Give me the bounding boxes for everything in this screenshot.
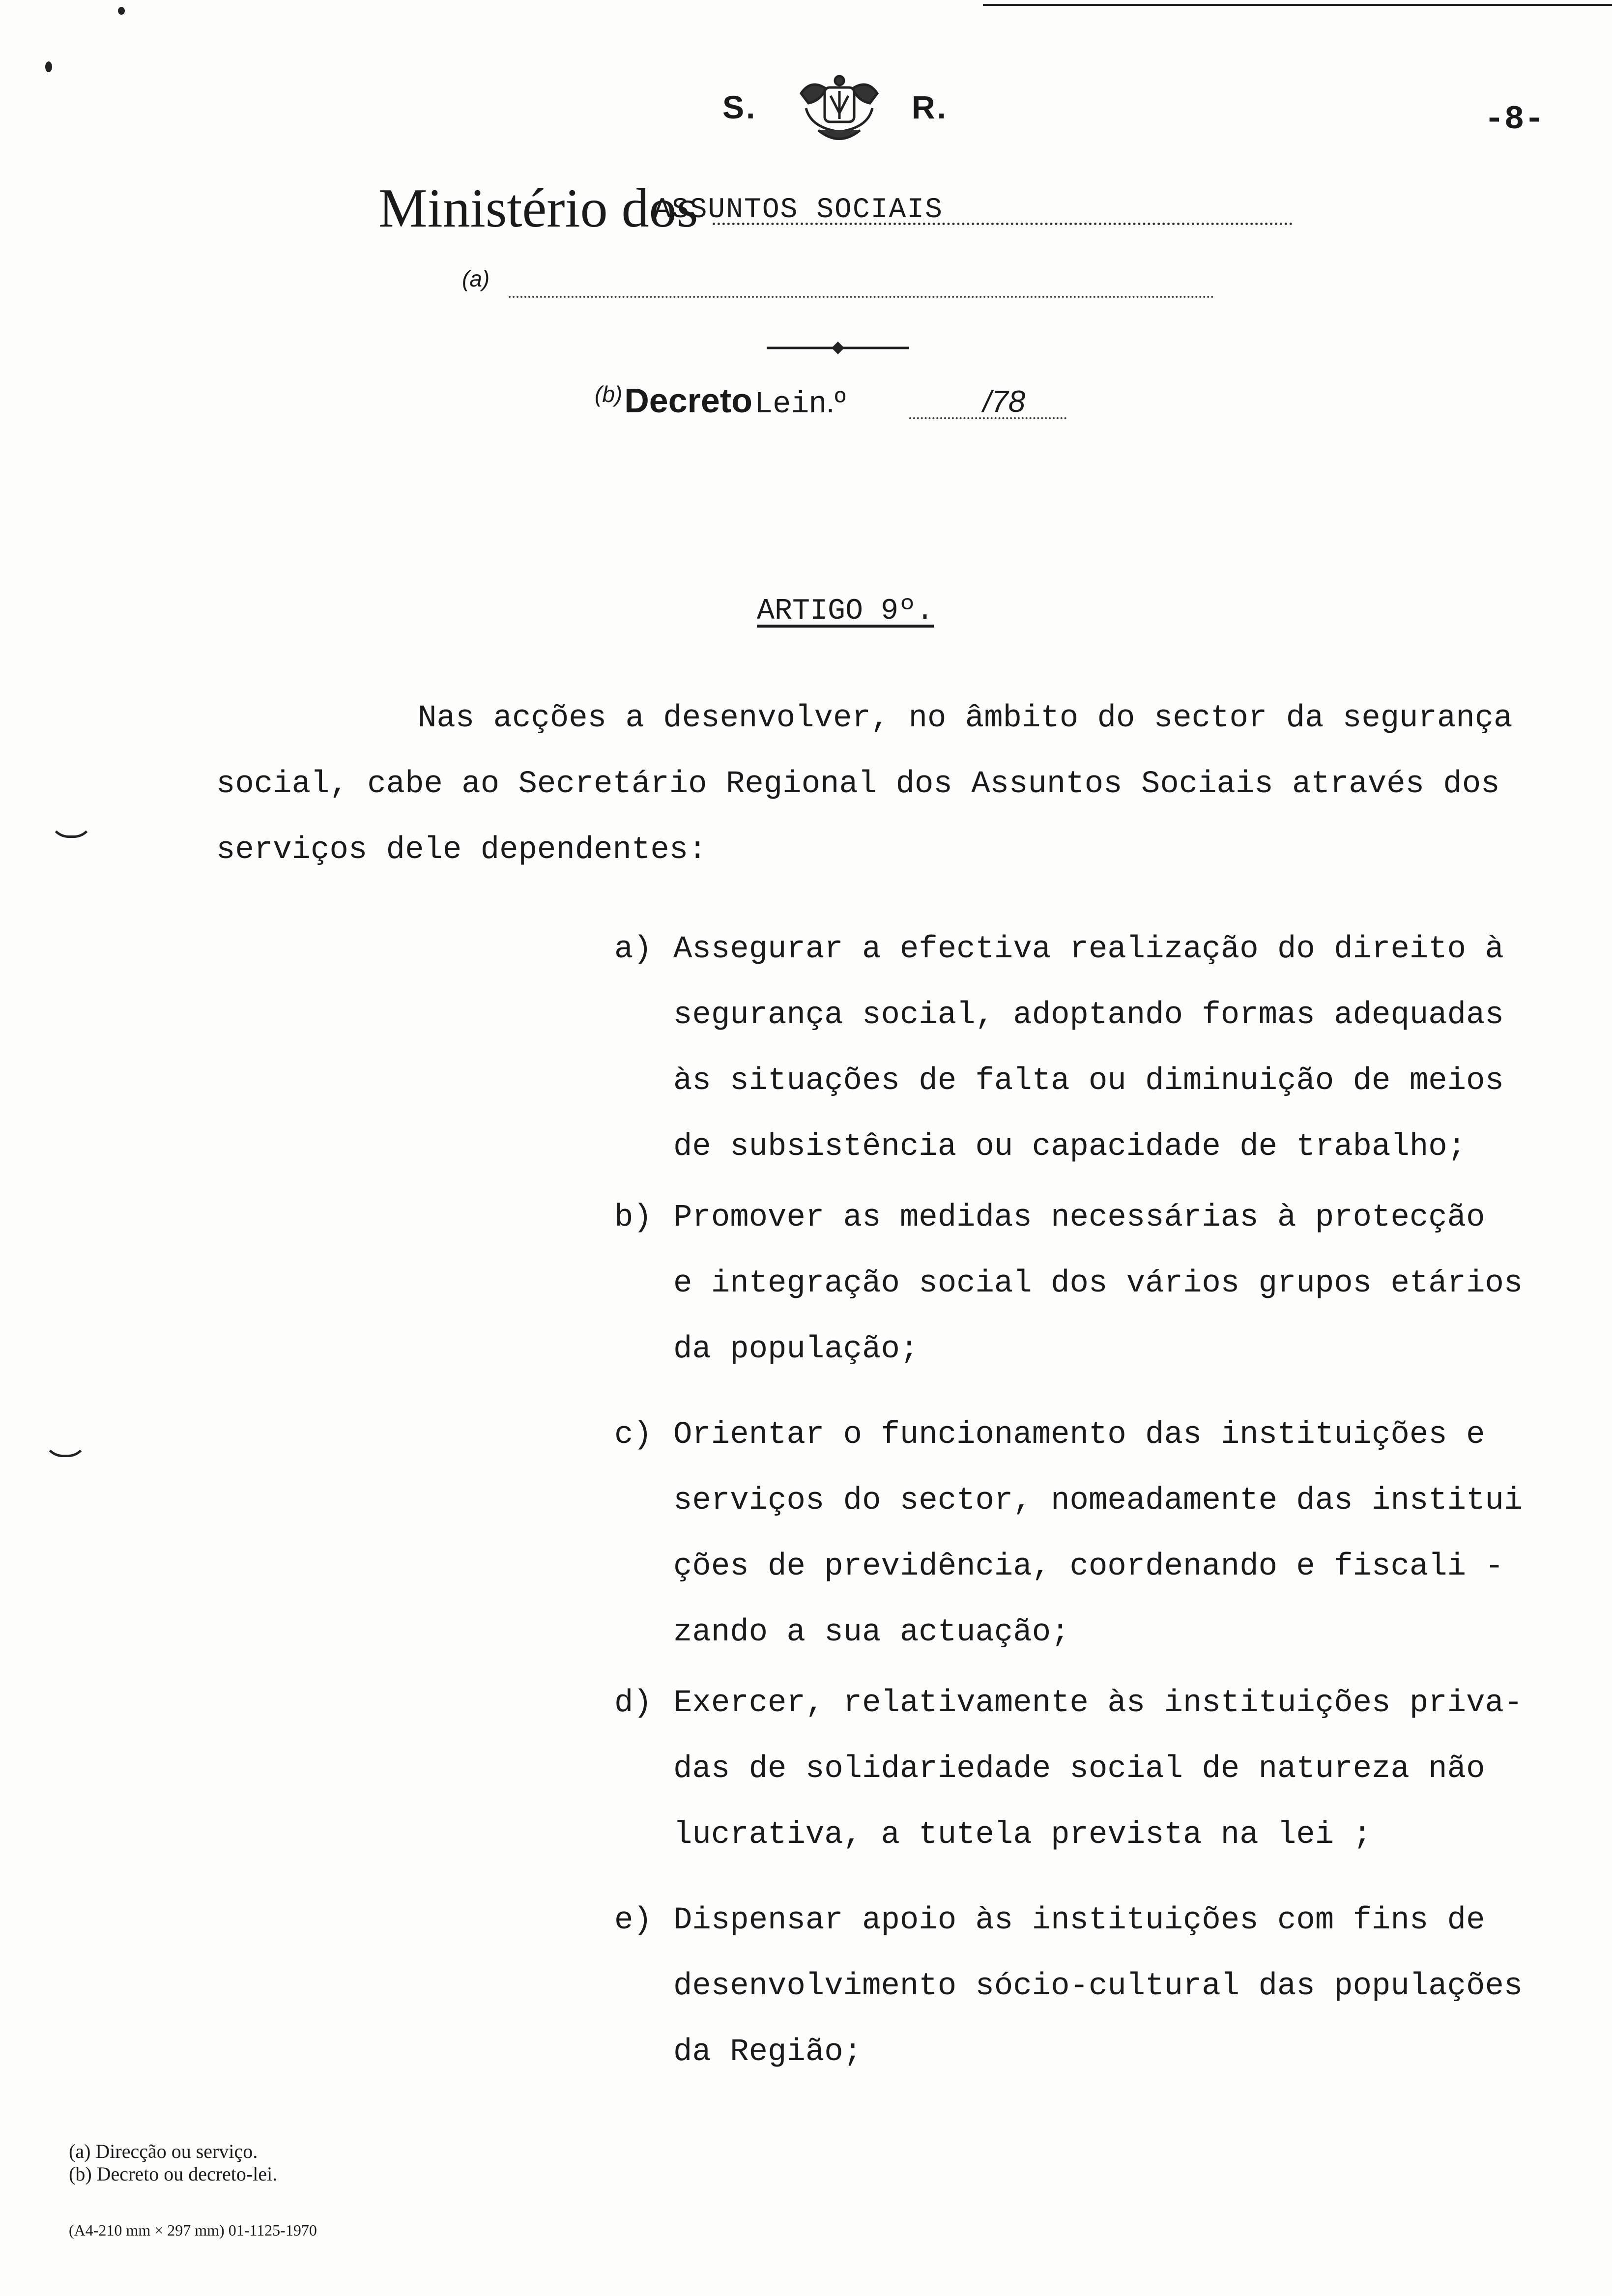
- list-item: [614, 1185, 1587, 1382]
- item-key: d): [614, 1686, 652, 1721]
- text-line: de subsistência ou capacidade de trabalho;: [673, 1129, 1467, 1165]
- emblem-left-letter: S.: [722, 89, 757, 125]
- footnote-marker-a: (a): [462, 266, 490, 291]
- article-intro: [216, 686, 1573, 883]
- decree-type: Lei: [754, 387, 809, 422]
- text-line: Assegurar a efectiva realização do direito à: [673, 932, 1504, 967]
- scan-edge-line: [983, 4, 1612, 6]
- ministry-line: [378, 177, 1293, 239]
- text-line: desenvolvimento sócio-cultural das populações: [673, 1969, 1523, 2004]
- text-line: da população;: [673, 1332, 919, 1367]
- footnote-marker-b: (b): [595, 381, 623, 407]
- scan-mark: [43, 1435, 87, 1457]
- text-line: Exercer, relativamente às instituições priva-: [673, 1686, 1523, 1721]
- ministry-label: Ministério dos: [378, 178, 698, 239]
- decree-line: [595, 381, 1066, 430]
- decree-number: /78: [983, 385, 1026, 419]
- text-line: ções de previdência, coordenando e fiscali -: [673, 1549, 1504, 1584]
- list-item: [614, 1402, 1587, 1665]
- text-line: Promover as medidas necessárias à protecção: [673, 1200, 1485, 1235]
- item-key: b): [614, 1200, 652, 1235]
- footnotes: [69, 2140, 277, 2185]
- text-line: das de solidariedade social de natureza não: [673, 1751, 1485, 1787]
- ornament-divider: [767, 342, 909, 354]
- form-code: (A4-210 mm × 297 mm) 01-1125-1970: [69, 2221, 317, 2239]
- text-line: às situações de falta ou diminuição de meios: [673, 1063, 1504, 1099]
- article-items: [614, 917, 1587, 2090]
- item-key: e): [614, 1903, 652, 1938]
- scan-mark: [49, 816, 93, 838]
- text-line: e integração social dos vários grupos etários: [673, 1266, 1523, 1301]
- text-line: zando a sua actuação;: [673, 1615, 1070, 1650]
- text-line: da Região;: [673, 2035, 863, 2070]
- text-line: Orientar o funcionamento das instituições e: [673, 1417, 1485, 1453]
- footnote-b: (b) Decreto ou decreto-lei.: [69, 2163, 278, 2185]
- article-title: ARTIGO 9º.: [757, 595, 934, 628]
- list-item: [614, 917, 1587, 1180]
- dotted-fill-line: [509, 296, 1214, 298]
- text-line: segurança social, adoptando formas adequadas: [673, 998, 1504, 1033]
- text-line: serviços do sector, nomeadamente das institui: [673, 1483, 1523, 1519]
- text-line: Dispensar apoio às instituições com fins de: [673, 1903, 1485, 1938]
- text-line: serviços dele dependentes:: [216, 832, 707, 868]
- item-key: a): [614, 932, 652, 967]
- item-key: c): [614, 1417, 652, 1453]
- dotted-fill-line: [713, 223, 1293, 225]
- footnote-a: (a) Direcção ou serviço.: [69, 2140, 258, 2162]
- decree-label: Decreto: [624, 381, 752, 420]
- emblem-right-letter: R.: [912, 89, 948, 125]
- scan-speck: [45, 61, 52, 72]
- text-line: social, cabe ao Secretário Regional dos Assuntos Sociais através dos: [216, 767, 1500, 802]
- decree-number-label: n.º: [809, 385, 846, 419]
- coat-of-arms-icon: [791, 74, 887, 147]
- text-line: lucrativa, a tutela prevista na lei ;: [673, 1817, 1372, 1853]
- list-item: [614, 1670, 1587, 1868]
- page-number: -8-: [1484, 101, 1545, 139]
- directorate-line: [462, 265, 1214, 305]
- scan-speck: [118, 7, 125, 15]
- text-line: Nas acções a desenvolver, no âmbito do sector da segurança: [418, 701, 1513, 736]
- list-item: [614, 1888, 1587, 2085]
- ministry-value: ASSUNTOS SOCIAIS: [654, 194, 943, 226]
